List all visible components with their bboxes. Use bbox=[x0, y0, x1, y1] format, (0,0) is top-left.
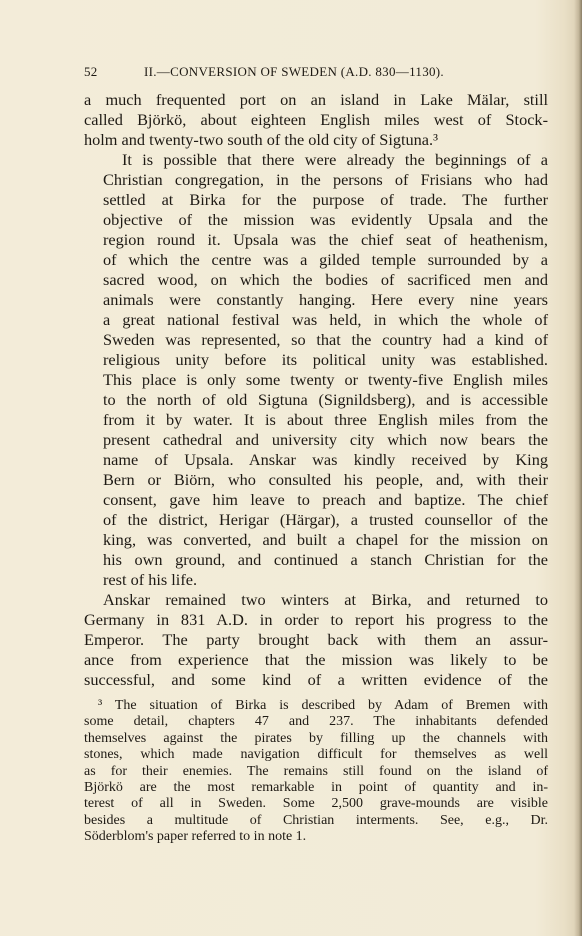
text-line: Anskar remained two winters at Birka, and returned to bbox=[103, 590, 548, 609]
running-header bbox=[84, 64, 544, 80]
footnote bbox=[84, 698, 548, 846]
text-line: from it by water. It is about three English miles from the bbox=[103, 410, 548, 429]
footnote-line: Björkö are the most remarkable in point of quantity and in- bbox=[84, 780, 548, 796]
text-line: ance from experience that the mission was likely to be bbox=[84, 650, 548, 669]
text-line: Emperor. The party brought back with them an assur- bbox=[84, 630, 548, 649]
text-line: king, was converted, and built a chapel for the mission on bbox=[103, 530, 548, 549]
paragraph-3 bbox=[84, 590, 548, 690]
text-line: rest of his life. bbox=[103, 570, 198, 589]
page-number: 52 bbox=[84, 64, 98, 79]
footnote-line: besides a multitude of Christian interments. See, e.g., Dr. bbox=[84, 812, 548, 828]
text-line: called Björkö, about eighteen English miles west of Stock- bbox=[84, 110, 548, 129]
text-line: This place is only some twenty or twenty-five English miles bbox=[103, 370, 548, 389]
text-line: successful, and some kind of a written evidence of the bbox=[84, 670, 548, 689]
text-line: holm and twenty-two south of the old city of Sigtuna.³ bbox=[84, 130, 438, 149]
text-line: name of Upsala. Anskar was kindly received by King bbox=[103, 450, 548, 469]
text-line: It is possible that there were already the beginnings of a bbox=[122, 150, 548, 169]
page-edge-shadow bbox=[574, 0, 582, 936]
text-line: consent, gave him leave to preach and baptize. The chief bbox=[103, 490, 548, 509]
text-line: present cathedral and university city which now bears the bbox=[103, 430, 548, 449]
body-text bbox=[84, 90, 548, 690]
text-line: Germany in 831 A.D. in order to report his progress to the bbox=[84, 610, 548, 629]
footnote-line: Söderblom's paper referred to in note 1. bbox=[84, 829, 307, 845]
text-line: settled at Birka for the purpose of trade. The further bbox=[103, 190, 548, 209]
text-line: Sweden was represented, so that the country had a kind of bbox=[103, 330, 548, 349]
footnote-line: ³ The situation of Birka is described by Adam of Bremen with bbox=[98, 698, 548, 713]
running-title: II.—CONVERSION OF SWEDEN (A.D. 830—1130). bbox=[144, 64, 444, 79]
text-line: religious unity before its political unity was established. bbox=[103, 350, 548, 369]
text-line: of the district, Herigar (Härgar), a trusted counsellor of the bbox=[103, 510, 548, 529]
paragraph-1 bbox=[84, 90, 548, 150]
footnote-line: as for their enemies. The remains still found on the island of bbox=[84, 763, 548, 779]
text-line: Bern or Biörn, who consulted his people, and, with their bbox=[103, 470, 548, 489]
text-line: his own ground, and continued a stanch Christian for the bbox=[103, 550, 548, 569]
text-line: Christian congregation, in the persons of Frisians who had bbox=[103, 170, 548, 189]
paragraph-2 bbox=[84, 150, 548, 590]
text-line: a great national festival was held, in which the whole of bbox=[103, 310, 548, 329]
text-line: objective of the mission was evidently Upsala and the bbox=[103, 210, 548, 229]
footnote-line: stones, which made navigation difficult for themselves as well bbox=[84, 747, 548, 763]
text-line: of which the centre was a gilded temple surrounded by a bbox=[103, 250, 548, 269]
footnote-line: terest of all in Sweden. Some 2,500 grave-mounds are visible bbox=[84, 796, 548, 812]
text-line: a much frequented port on an island in Lake Mälar, still bbox=[84, 90, 548, 109]
text-line: region round it. Upsala was the chief seat of heathenism, bbox=[103, 230, 548, 249]
text-line: animals were constantly hanging. Here every nine years bbox=[103, 290, 548, 309]
text-line: to the north of old Sigtuna (Signildsberg), and is accessible bbox=[103, 390, 548, 409]
footnote-line: some detail, chapters 47 and 237. The inhabitants defended bbox=[84, 714, 548, 730]
footnote-line: themselves against the pirates by filling up the channels with bbox=[84, 730, 548, 746]
text-line: sacred wood, on which the bodies of sacrificed men and bbox=[103, 270, 548, 289]
